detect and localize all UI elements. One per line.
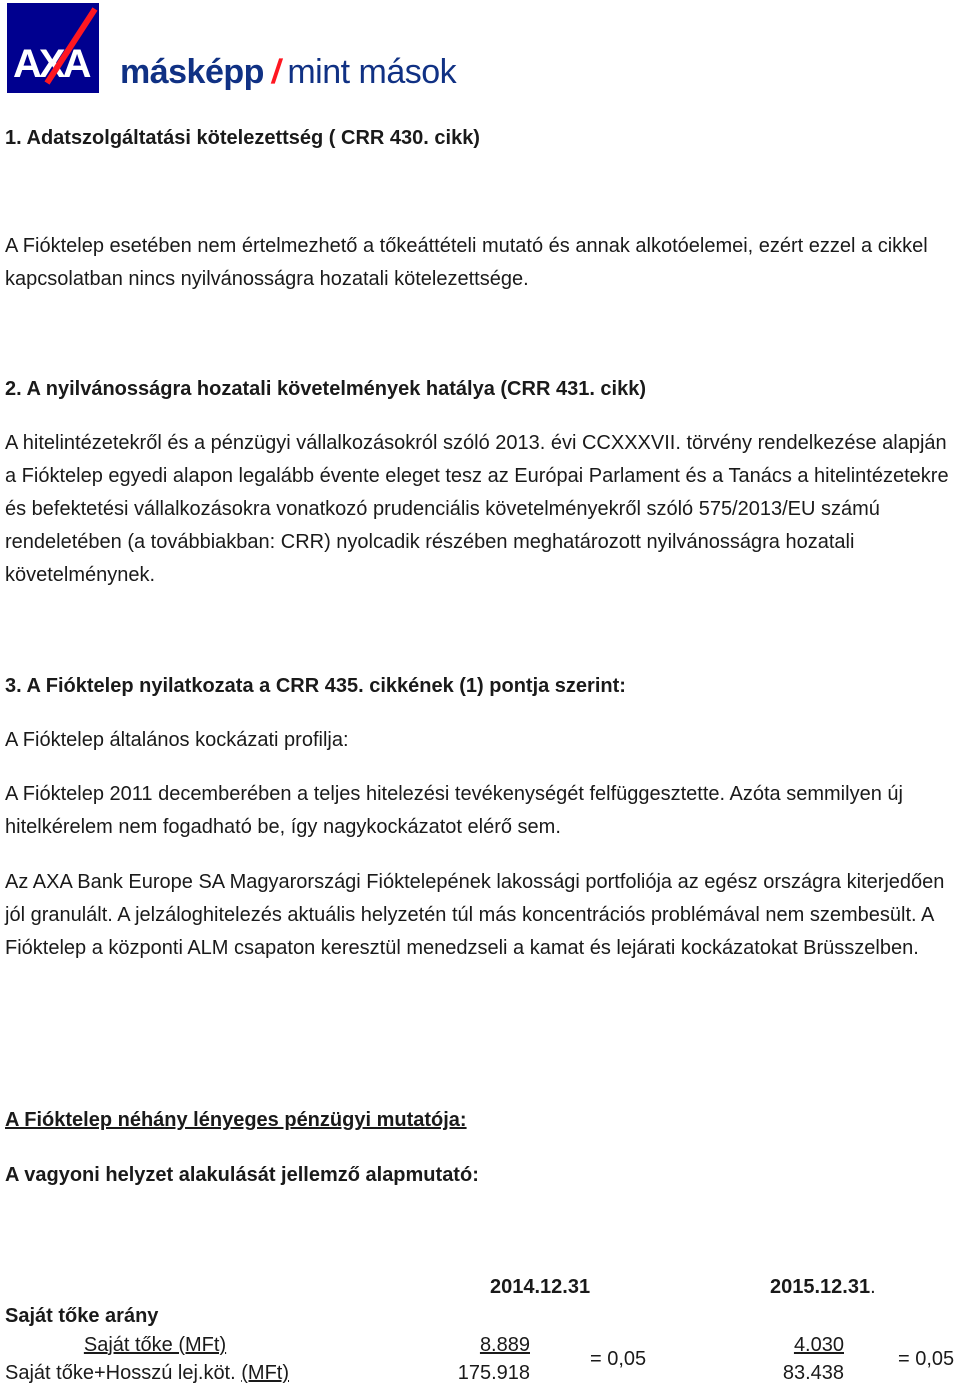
denominator-label bbox=[5, 1359, 289, 1387]
indicators-subtitle: A vagyoni helyzet alakulását jellemző alapmutató: bbox=[5, 1164, 479, 1186]
col-header-2015-suffix: . bbox=[870, 1276, 876, 1298]
axa-logo-text: AXA bbox=[13, 42, 89, 86]
section3-para2: Az AXA Bank Europe SA Magyarországi Fióktelepének lakossági portfoliója az egész országra kiterjedően jól granulált. A jelzáloghitelezés aktuális helyzetén túl más koncentrációs problémával nem szembesült. A Fióktelep a központi ALM csapaton keresztül menedzseli a kamat és lejárati kockázatokat Brüsszelben. bbox=[5, 871, 945, 959]
denominator-2014: 175.918 bbox=[457, 1362, 530, 1384]
tagline-part2: mint mások bbox=[287, 53, 457, 91]
col-header-2015 bbox=[770, 1273, 876, 1301]
indicators-title: A Fióktelep néhány lényeges pénzügyi mutatója: bbox=[5, 1109, 467, 1131]
col-header-2014: 2014.12.31 bbox=[490, 1276, 591, 1298]
denominator-label-unit: (MFt) bbox=[241, 1362, 290, 1384]
section3-subheading: A Fióktelep általános kockázati profilja: bbox=[5, 729, 349, 751]
tagline-slash: / bbox=[269, 53, 285, 91]
col-header-2015-date: 2015.12.31 bbox=[770, 1276, 871, 1298]
axa-logo-mark bbox=[7, 3, 99, 93]
section1-heading: 1. Adatszolgáltatási kötelezettség ( CRR 430. cikk) bbox=[5, 127, 480, 149]
ratio-2014: = 0,05 bbox=[590, 1348, 647, 1370]
numerator-2015: 4.030 bbox=[793, 1334, 844, 1356]
section3-heading: 3. A Fióktelep nyilatkozata a CRR 435. cikkének (1) pontja szerint: bbox=[5, 675, 626, 697]
tagline-part1: másképp bbox=[120, 53, 264, 91]
row-title: Saját tőke arány bbox=[5, 1305, 159, 1327]
axa-logo bbox=[7, 3, 99, 93]
denominator-label-main: Saját tőke+Hosszú lej.köt. bbox=[5, 1362, 236, 1384]
section1-text: A Fióktelep esetében nem értelmezhető a tőkeáttételi mutató és annak alkotóelemei, ezért ezzel a cikkel kapcsolatban nincs nyilvánosságra hozatali kötelezettsége. bbox=[5, 235, 928, 290]
section3-para1: A Fióktelep 2011 decemberében a teljes hitelezési tevékenységét felfüggesztette. Azóta semmilyen új hitelkérelem nem fogadható be, így nagykockázatot elérő sem. bbox=[5, 783, 903, 838]
numerator-label: Saját tőke (MFt) bbox=[83, 1334, 227, 1356]
brand-tagline bbox=[120, 52, 456, 92]
section2-heading: 2. A nyilvánosságra hozatali követelmények hatálya (CRR 431. cikk) bbox=[5, 378, 647, 400]
numerator-2014: 8.889 bbox=[479, 1334, 530, 1356]
section2-text: A hitelintézetekről és a pénzügyi vállalkozásokról szóló 2013. évi CCXXXVII. törvény rendelkezése alapján a Fióktelep egyedi alapon legalább évente eleget tesz az Európai Parlament és a Tanács a hitelintézetekre és befektetési vállalkozásokra vonatkozó prudenciális követelményekről szóló 575/2013/EU számú rendeletében (a továbbiakban: CRR) nyolcadik részében meghatározott nyilvánosságra hozatali követelménynek. bbox=[5, 432, 949, 586]
denominator-2015: 83.438 bbox=[782, 1362, 844, 1384]
ratio-2015: = 0,05 bbox=[898, 1348, 955, 1370]
